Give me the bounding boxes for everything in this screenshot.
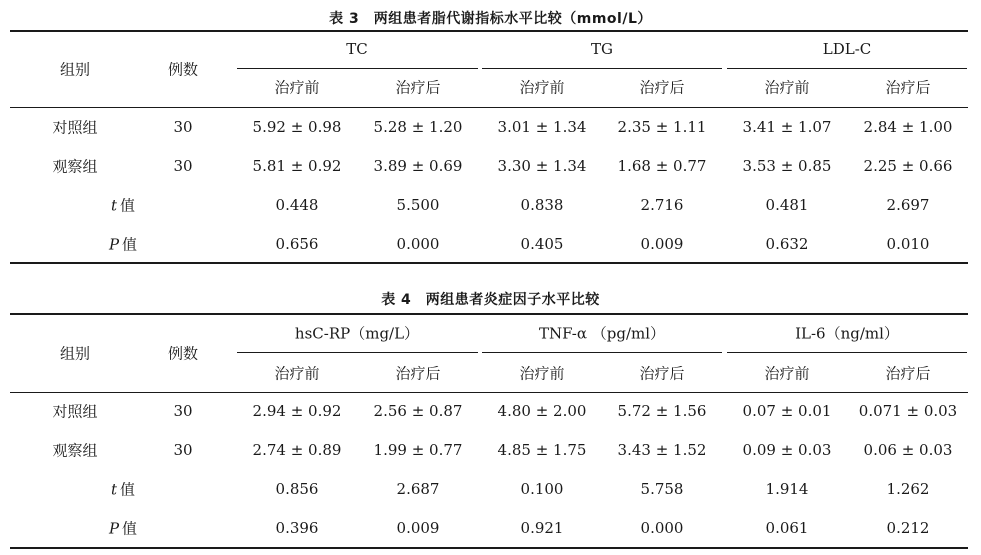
table3-table-cell: 1.68 ± 0.77 — [617, 157, 707, 175]
table3-table-cell: 0.405 — [520, 235, 564, 253]
table3-group-header-3: LDL-C — [822, 40, 872, 58]
table3-stat-symbol: t — [110, 196, 118, 215]
table4-row-cases: 30 — [173, 402, 193, 420]
table3-table-cell: 0.632 — [765, 235, 809, 253]
table4-table-cell: 2.74 ± 0.89 — [252, 441, 342, 459]
table4-table-cell: 0.000 — [640, 519, 684, 537]
table3-table-cell: 2.716 — [640, 196, 684, 214]
table4-table-cell: 0.061 — [765, 519, 809, 537]
table3-header-cases: 例数 — [167, 60, 199, 78]
table3-row-label-text: 值 — [120, 196, 136, 215]
table4-group-underline-1 — [237, 352, 478, 353]
table3-table-cell: 0.481 — [765, 196, 809, 214]
table4-table-cell: 2.687 — [396, 480, 440, 498]
table3-row-label — [109, 234, 137, 255]
table3-header-rule — [10, 107, 968, 108]
table3-subheader-4: 治疗后 — [639, 78, 685, 97]
table3-subheader-2: 治疗后 — [395, 78, 441, 97]
table4-top-rule — [10, 313, 968, 315]
table3-table-cell: 2.84 ± 1.00 — [863, 118, 953, 136]
table4-row-label-text: 观察组 — [52, 441, 98, 460]
table3-subheader-3: 治疗前 — [519, 78, 565, 97]
table4-row-label — [111, 479, 135, 500]
table4-caption: 表 4 两组患者炎症因子水平比较 — [381, 292, 600, 308]
table4-row-label-text: 值 — [120, 480, 136, 499]
table4-row-label — [52, 440, 97, 461]
table3-group-header-2: TG — [591, 40, 613, 58]
table3-table-cell: 0.009 — [640, 235, 684, 253]
table3-row-label-text: 对照组 — [52, 118, 98, 137]
table3-row-label — [52, 117, 97, 138]
table3-group-underline-3 — [727, 68, 967, 69]
table3-subheader-6: 治疗后 — [885, 78, 931, 97]
table3-header-group: 组别 — [59, 60, 91, 78]
table4-row-label-text: 对照组 — [52, 402, 98, 421]
table4-table-cell: 0.856 — [275, 480, 319, 498]
table4-row-label — [109, 518, 137, 539]
table3-row-label — [111, 195, 135, 216]
table3-table-cell: 0.656 — [275, 235, 319, 253]
table3-table-cell: 5.92 ± 0.98 — [252, 118, 342, 136]
table4-table-cell: 0.06 ± 0.03 — [863, 441, 953, 459]
table3-row-label-text: 观察组 — [52, 157, 98, 176]
table3-stat-symbol: P — [108, 235, 120, 254]
table3-table-cell: 2.697 — [886, 196, 930, 214]
table4-header-rule — [10, 392, 968, 393]
table3-row-cases: 30 — [173, 118, 193, 136]
table3-subheader-1: 治疗前 — [274, 78, 320, 97]
table4-table-cell: 0.09 ± 0.03 — [742, 441, 832, 459]
table4-row-label-text: 值 — [122, 519, 138, 538]
table4-table-cell: 1.914 — [765, 480, 809, 498]
table4-table-cell: 0.009 — [396, 519, 440, 537]
table4-header-cases: 例数 — [167, 344, 199, 362]
table4-table-cell: 2.56 ± 0.87 — [373, 402, 463, 420]
table3-table-cell: 3.30 ± 1.34 — [497, 157, 587, 175]
table4-group-header-2: TNF-α （pg/ml） — [538, 324, 666, 343]
table4-table-cell: 2.94 ± 0.92 — [252, 402, 342, 420]
table4-subheader-4: 治疗后 — [639, 364, 685, 383]
table4-table-cell: 1.99 ± 0.77 — [373, 441, 463, 459]
table3-table-cell: 5.500 — [396, 196, 440, 214]
table3-bottom-rule — [10, 262, 968, 264]
table3-row-cases: 30 — [173, 157, 193, 175]
table3-table-cell: 0.000 — [396, 235, 440, 253]
table3-table-cell: 0.010 — [886, 235, 930, 253]
table4-subheader-3: 治疗前 — [519, 364, 565, 383]
table4-stat-symbol: P — [108, 519, 120, 538]
table3-row-label-text: 值 — [122, 235, 138, 254]
table3-table-cell: 3.89 ± 0.69 — [373, 157, 463, 175]
table4-table-cell: 0.100 — [520, 480, 564, 498]
table4-group-underline-2 — [482, 352, 722, 353]
table4-table-cell: 4.80 ± 2.00 — [497, 402, 587, 420]
table4-subheader-5: 治疗前 — [764, 364, 810, 383]
table4-subheader-1: 治疗前 — [274, 364, 320, 383]
table4-subheader-2: 治疗后 — [395, 364, 441, 383]
table4-table-cell: 0.212 — [886, 519, 930, 537]
table3-table-cell: 0.838 — [520, 196, 564, 214]
table4-group-underline-3 — [727, 352, 967, 353]
table3-table-cell: 0.448 — [275, 196, 319, 214]
table4-table-cell: 1.262 — [886, 480, 930, 498]
table4-table-cell: 5.72 ± 1.56 — [617, 402, 707, 420]
table4-bottom-rule — [10, 547, 968, 549]
table3-table-cell: 3.53 ± 0.85 — [742, 157, 832, 175]
table3-top-rule — [10, 30, 968, 32]
table3-group-underline-2 — [482, 68, 722, 69]
table3-table-cell: 3.01 ± 1.34 — [497, 118, 587, 136]
table3-group-header-1: TC — [346, 40, 368, 58]
table3-table-cell: 5.81 ± 0.92 — [252, 157, 342, 175]
table3-subheader-5: 治疗前 — [764, 78, 810, 97]
table4-group-header-3: IL-6（ng/ml） — [795, 324, 899, 343]
table4-subheader-6: 治疗后 — [885, 364, 931, 383]
table4-stat-symbol: t — [110, 480, 118, 499]
table4-table-cell: 0.071 ± 0.03 — [858, 402, 958, 420]
table3-table-cell: 3.41 ± 1.07 — [742, 118, 832, 136]
table3-table-cell: 2.35 ± 1.11 — [617, 118, 707, 136]
table4-table-cell: 4.85 ± 1.75 — [497, 441, 587, 459]
table4-table-cell: 0.396 — [275, 519, 319, 537]
table3-group-underline-1 — [237, 68, 478, 69]
table4-table-cell: 3.43 ± 1.52 — [617, 441, 707, 459]
table4-header-group: 组别 — [59, 344, 91, 362]
table4-group-header-1: hsC-RP（mg/L） — [294, 324, 420, 343]
table3-row-label — [52, 156, 97, 177]
table4-row-cases: 30 — [173, 441, 193, 459]
table4-table-cell: 0.921 — [520, 519, 564, 537]
table3-table-cell: 2.25 ± 0.66 — [863, 157, 953, 175]
table4-table-cell: 5.758 — [640, 480, 684, 498]
table3-table-cell: 5.28 ± 1.20 — [373, 118, 463, 136]
table4-row-label — [52, 401, 97, 422]
table4-table-cell: 0.07 ± 0.01 — [742, 402, 832, 420]
table3-caption: 表 3 两组患者脂代谢指标水平比较（mmol/L） — [329, 11, 652, 27]
